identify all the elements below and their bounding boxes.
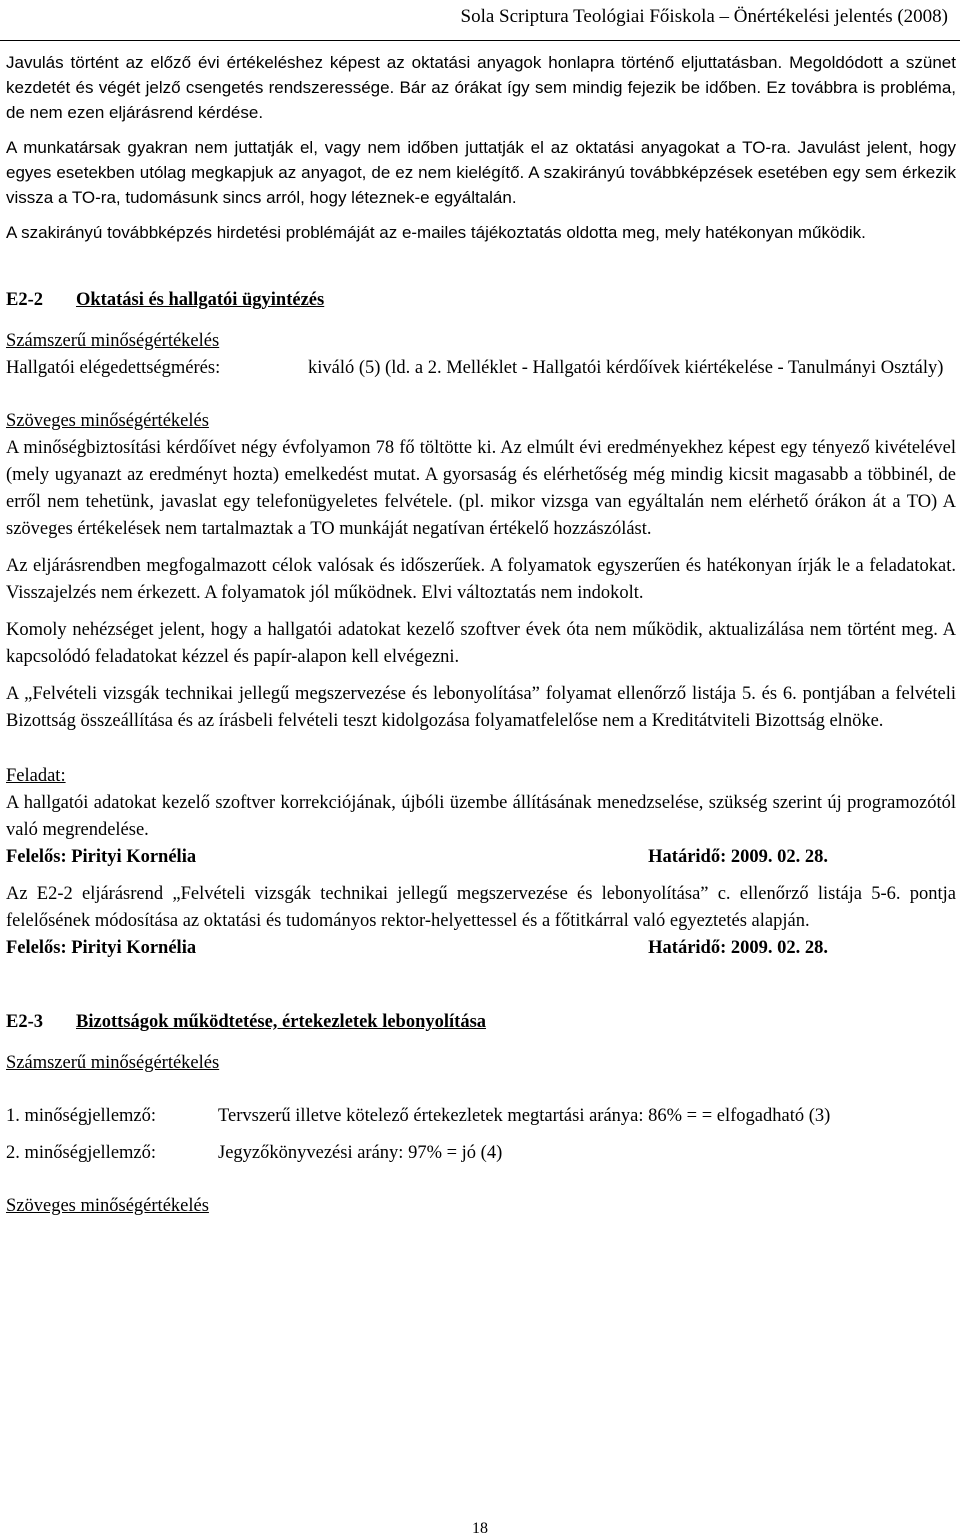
section-title: Bizottságok működtetése, értekezletek lebonyolítása xyxy=(76,1012,487,1032)
satisfaction-value: kiváló (5) (ld. a 2. Melléklet - Hallgatói kérdőívek kiértékelése - Tanulmányi Osztály) xyxy=(308,358,944,378)
responsible-person: Felelős: Pirityi Kornélia xyxy=(6,938,197,958)
characteristic-label: 1. minőségjellemző: xyxy=(6,1106,157,1126)
page-content xyxy=(6,50,956,1220)
satisfaction-label: Hallgatói elégedettségmérés: xyxy=(6,358,221,378)
task2-text: Az E2-2 eljárásrend „Felvételi vizsgák technikai jellegű megszervezése és lebonyolítása” c. ellenőrző listája 5-6. pontja felelősének módosítása az oktatási és tudományos rektor-helyettessel és a főtitkárral való egyeztetés alapján. xyxy=(6,884,956,931)
intro-paragraph-1: Javulás történt az előző évi értékeléshez képest az oktatási anyagok honlapra történő eljuttatásban. Megoldódott a szünet kezdetét és végét jelző csengetés rendszeressége. Bár az órákat így sem mindig fejezik be időben. Ez továbbra is probléma, de nem ezen eljárásrend kérdése. xyxy=(6,53,956,122)
responsible-person: Felelős: Pirityi Kornélia xyxy=(6,847,197,867)
characteristic-value: Tervszerű illetve kötelező értekezletek megtartási aránya: 86% = = elfogadható (3) xyxy=(218,1106,831,1126)
section-heading-e2-2 xyxy=(6,287,956,314)
header-rule xyxy=(0,40,960,41)
responsible-row-1 xyxy=(6,844,828,871)
text-heading: Szöveges minőségértékelés xyxy=(6,411,209,431)
task-heading: Feladat: xyxy=(6,766,66,786)
characteristic-value: Jegyzőkönyvezési arány: 97% = jó (4) xyxy=(218,1143,503,1163)
section-title: Oktatási és hallgatói ügyintézés xyxy=(76,290,325,310)
text-paragraph-3: Komoly nehézséget jelent, hogy a hallgatói adatokat kezelő szoftver évek óta nem működik, aktualizálása nem történt meg. A kapcsolódó feladatokat kézzel és papír-alapon kell elvégezni. xyxy=(6,620,956,667)
satisfaction-row xyxy=(6,355,956,382)
intro-paragraph-3: A szakirányú továbbképzés hirdetési problémáját az e-mailes tájékoztatás oldotta meg, mely hatékonyan működik. xyxy=(6,223,866,242)
text-paragraph-2: Az eljárásrendben megfogalmazott célok valósak és időszerűek. A folyamatok egyszerűen és hatékonyan írják le a feladatokat. Visszajelzés nem érkezett. A folyamatok jól működnek. Elvi változtatás nem indokolt. xyxy=(6,556,956,603)
quant-heading: Számszerű minőségértékelés xyxy=(6,1053,220,1073)
quality-characteristic-1 xyxy=(6,1103,956,1130)
quant-heading: Számszerű minőségértékelés xyxy=(6,331,220,351)
deadline: Határidő: 2009. 02. 28. xyxy=(648,847,828,867)
text-paragraph-1: A minőségbiztosítási kérdőívet négy évfolyamon 78 fő töltötte ki. Az elmúlt évi eredményekhez képest egy tényező kivételével (mely ugyanazt az eredményt hozta) emelkedést mutat. A gyorsaság és elérhetőség még mindig kicsit magasabb a többinél, de erről nem tehetünk, javaslat egy telefonügyeletes felvétele. (pl. mikor vizsga van egyáltalán nem elérhető órákon át a TO) A szöveges értékelések nem tartalmaztak a TO munkáját negatívan értékelő hozzászólást. xyxy=(6,438,956,539)
characteristic-label: 2. minőségjellemző: xyxy=(6,1143,157,1163)
responsible-row-2 xyxy=(6,935,828,962)
intro-paragraph-2: A munkatársak gyakran nem juttatják el, vagy nem időben juttatják el az oktatási anyagokat a TO-ra. Javulást jelent, hogy egyes esetekben utólag megkapjuk az anyagot, de ez nem kielégítő. A szakirányú továbbképzések esetében egy sem érkezik vissza a TO-ra, tudomásunk sincs arról, hogy léteznek-e egyáltalán. xyxy=(6,138,956,207)
task-text: A hallgatói adatokat kezelő szoftver korrekciójának, újbóli üzembe állításának menedzselése, szükség szerint új programozótól való megrendelése. xyxy=(6,793,956,840)
deadline: Határidő: 2009. 02. 28. xyxy=(648,938,828,958)
section-heading-e2-3 xyxy=(6,1009,956,1036)
text-paragraph-4: A „Felvételi vizsgák technikai jellegű megszervezése és lebonyolítása” folyamat ellenőrző listája 5. és 6. pontjában a felvételi Bizottság összeállítása és az írásbeli felvételi teszt kidolgozása folyamatfelelőse nem a Kreditátviteli Bizottság elnöke. xyxy=(6,684,956,731)
section-number: E2-3 xyxy=(6,1012,43,1032)
section-number: E2-2 xyxy=(6,290,43,310)
quality-characteristic-2 xyxy=(6,1140,956,1167)
page-number: 18 xyxy=(472,1520,488,1537)
text-heading: Szöveges minőségértékelés xyxy=(6,1196,209,1216)
page-header: Sola Scriptura Teológiai Főiskola – Önértékelési jelentés (2008) xyxy=(460,6,948,27)
